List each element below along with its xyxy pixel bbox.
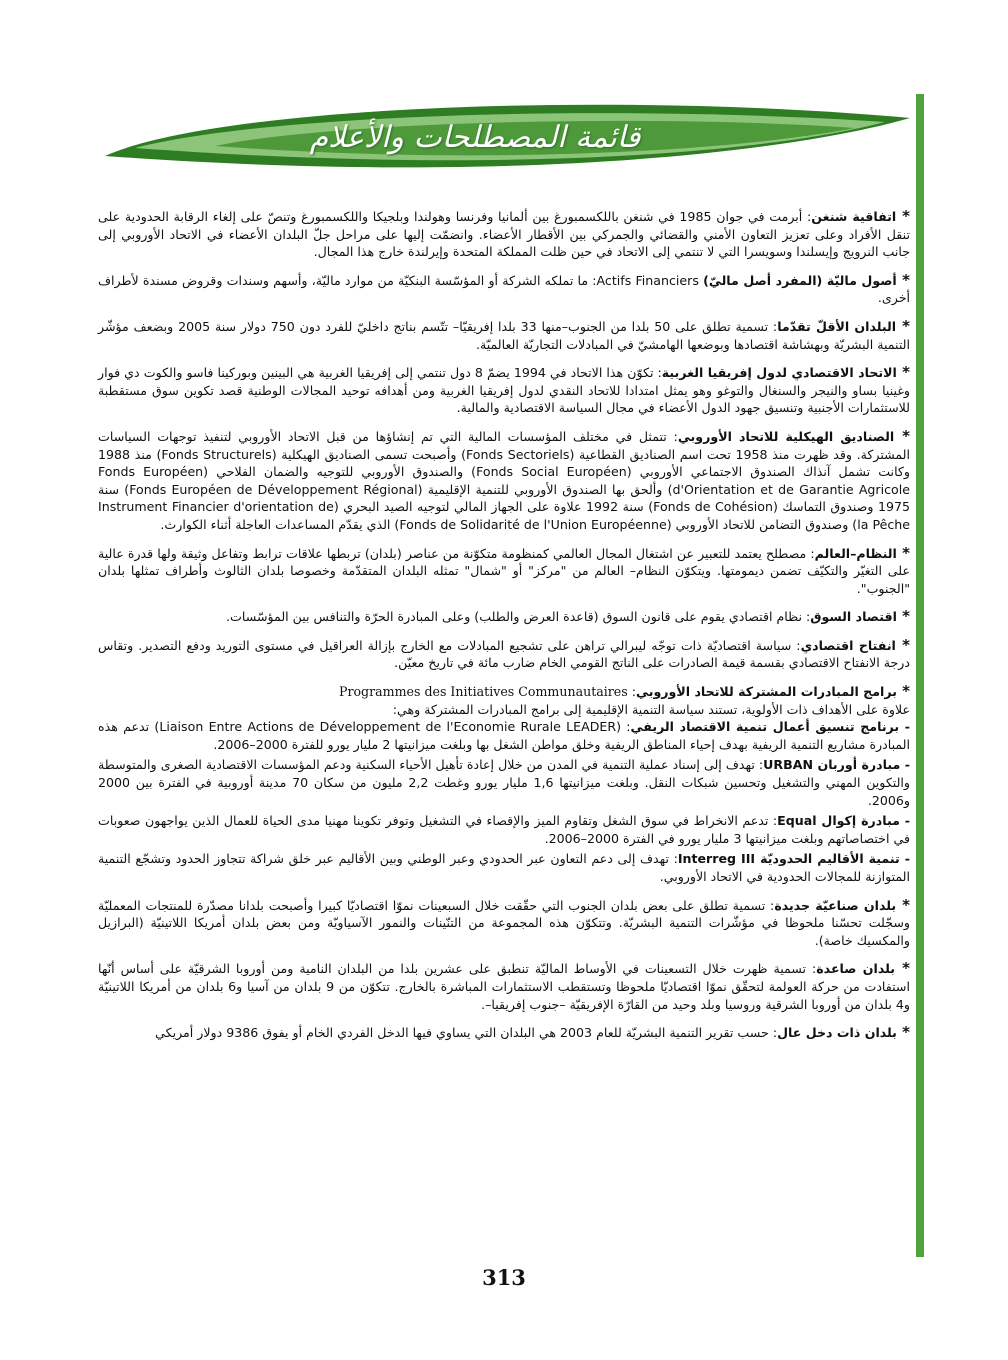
glossary-entry: * اقتصاد السوق: نظام اقتصادي يقوم على قانون السوق (قاعدة العرض والطلب) وعلى المبادرة الحرّة والتنافس بين المؤسّسات.: [226, 607, 910, 626]
glossary-entry: * بلدان ذات دخل عال: حسب تقرير التنمية البشريّة للعام 2003 هي البلدان التي يساوي فيها الدخل الفردي الخام أو يفوق 9386 دولار أمريكي: [155, 1023, 910, 1042]
program-item: - مبادرة إكوال Equal: تدعم الانخراط في سوق الشغل وتقاوم الميز والإقصاء في التشغيل وتوفر تكوينا مهنيا مدى الحياة للعمال الذين يواجهون صعوبات في اختصاصاتهم وبلغت ميزانيتها 3 مليار يورو في الفترة 2000–2006.: [98, 813, 910, 846]
glossary-entry: * أصول ماليّة (المفرد أصل ماليّ) Actifs Financiers: ما تملكه الشركة أو المؤسّسة البنكيّة من موارد ماليّة، وأسهم وسندات وقروض مسندة لأطراف أخرى.: [98, 270, 910, 306]
program-item: - مبادرة أوربان URBAN: تهدف إلى إسناد عملية التنمية في المدن من خلال إعادة تأهيل الأحياء السكنية ودعم المؤسسات الاقتصادية الصغرى والمتوسطة والتكوين المهني والتشغيل وتحسين شبكات النقل. وبلغت ميزانيتها 1,6 مليار يورو وغطت 2,2 مليون من سكان 70 مدينة أوروبية في الفترة بين 2000 و2006.: [98, 757, 911, 808]
page-title: قائمة المصطلحات والأعلام: [309, 120, 641, 155]
program-item: - تنمية الأقاليم الحدوديّة Interreg III: تهدف إلى دعم التعاون عبر الحدودي وعبر الوطني وبين الأقاليم عبر خلق شراكة تتجاوز الحدود وتشجّع التنمية المتوازنة للمجالات الحدودية في الاتحاد الأوروبي.: [98, 851, 910, 884]
glossary-entry: * النظام–العالم: مصطلح يعتمد للتعبير عن اشتغال المجال العالمي كمنظومة متكوّنة من عناصر (بلدان) تربطها علاقات ترابط وتفاعل وثيقة ولها قدرة عالية على التغيّر والتكيّف تضمن ديمومتها. ويتكوّن النظام– العالم من "مركز" أو "شمال" تمثله البلدان المتقدّمة وخصوصا بلدان الثالوث وأطراف تمثلها بلدان "الجنوب".: [98, 543, 910, 596]
glossary-entry: * بلدان صناعيّة جديدة: تسمية تطلق على بعض بلدان الجنوب التي حقّقت خلال السبعينات نموّا اقتصاديّا كبيرا وأصبحت بلدانا مصدّرة للمنتجات المعمليّة وسجّلت تحسّنا ملحوظا في مؤشّرات التنمية البشريّة. وتتكوّن هذه المجموعة من التنّينات والنمور الآسياويّة ومن بعض بلدان أمريكا اللاتينيّة (البرازيل والمكسيك خاصة).: [98, 895, 910, 948]
programs-intro: علاوة على الأهداف ذات الأولوية، تستند سياسة التنمية الإقليمية إلى برامج المبادرات المشتركة وهي:: [392, 701, 910, 717]
program-item: - برنامج تنسيق أعمال تنمية الاقتصاد الريفي: (Liaison Entre Actions de Développement de l'Economie Rurale LEADER) تدعم هذه المبادرة مشاريع التنمية الريفية بهدف إحياء المناطق الريفية وخلق مواطن الشغل بها وبلغت ميزانيتها 2 مليار يورو للفترة 2000–2006.: [98, 719, 910, 752]
programs-entry: * برامج المبادرات المشتركة للاتحاد الأوروبي: Programmes des Initiatives Communautaires علاوة على الأهداف ذات الأولوية، تستند سياسة التنمية الإقليمية إلى برامج المبادرات المشتركة وهي: - برنامج تنسيق أعمال تنمية الاقتصاد الريفي: (Liaison Entre Actions de Développement de l'Economie Rurale LEADER) تدعم هذه المبادرة مشاريع التنمية الريفية بهدف إحياء المناطق الريفية وخلق مواطن الشغل بها وبلغت ميزانيتها 2 مليار يورو للفترة 2000–2006. - مبادرة أوربان URBAN: تهدف إلى إسناد عملية التنمية في المدن من خلال إعادة تأهيل الأحياء السكنية ودعم المؤسسات الاقتصادية الصغرى والمتوسطة والتكوين المهني والتشغيل وتحسين شبكات النقل. وبلغت ميزانيتها 1,6 مليار يورو وغطت 2,2 مليون من سكان 70 مدينة أوروبية في الفترة بين 2000 و2006. - مبادرة إكوال Equal: تدعم الانخراط في سوق الشغل وتقاوم الميز والإقصاء في التشغيل وتوفر تكوينا مهنيا مدى الحياة للعمال الذين يواجهون صعوبات في اختصاصاتهم وبلغت ميزانيتها 3 مليار يورو في الفترة 2000–2006. - تنمية الأقاليم الحدوديّة Interreg III: تهدف إلى دعم التعاون عبر الحدودي وعبر الوطني وبين الأقاليم عبر خلق شراكة تتجاوز الحدود وتشجّع التنمية المتوازنة للمجالات الحدودية في الاتحاد الأوروبي.: [98, 682, 911, 884]
glossary-entry: * البلدان الأقلّ تقدّما: تسمية تطلق على 50 بلدا من الجنوب–منها 33 بلدا إفريقيّا– تتّسم بناتج داخليّ للفرد دون 750 دولار سنة 2005 وبضعف مؤشّر التنمية البشريّة وبهشاشة اقتصادها وبوضعها الهامشيّ في المبادلات التجاريّة العالميّة.: [98, 316, 910, 352]
glossary-entry: * اتفاقية شنغن: أبرمت في جوان 1985 في شنغن باللكسمبورغ بين ألمانيا وفرنسا وهولندا وبلجيكا واللكسمبورغ وتنصّ على إلغاء الرقابة الحدودية على تنقل الأفراد وعلى تعزيز التعاون الأمني والقضائي والجمركي بين الأقطار الأعضاء. وانضمّت إليها على مراحل جلّ البلدان الأعضاء في الاتحاد الأوروبي إلى جانب النرويج وإيسلندا وسويسرا التي لا تنتمي إلى الاتحاد في حين ظلت المملكة المتحدة وإيرلندة خارج هذا المجال.: [98, 207, 910, 260]
glossary-entry: * الصناديق الهيكلية للاتحاد الأوروبي: تتمثل في مختلف المؤسسات المالية التي تم إنشاؤها من قبل الاتحاد الأوروبي لتنفيذ توجهات السياسات المشتركة. وقد ظهرت منذ 1958 تحت اسم الصناديق القطاعية (Fonds Sectoriels) وأصبحت تسمى الصناديق الهيكلية (Fonds Structurels) منذ 1988 وكانت تشمل آنذاك الصندوق الاجتماعي الأوروبي (Fonds Social Européen) والصندوق الأوروبي للتوجيه والضمان الفلاحي (Fonds Européen d'Orientation et de Garantie Agricole) وألحق بها الصندوق الأوروبي للتنمية الإقليمية (Fonds Européen de Développement Régional) سنة 1975 وصندوق التماسك (Fonds de Cohésion) سنة 1992 علاوة على الجهاز المالي لتوجيه الصيد البحري (Instrument Financier d'orientation de la Pêche) وصندوق التضامن للاتحاد الأوروبي (Fonds de Solidarité de l'Union Européenne) الذي يقدّم المساعدات العاجلة أثناء الكوارث.: [98, 426, 911, 532]
side-accent-rule: [916, 94, 924, 1257]
glossary-entry: * بلدان صاعدة: تسمية ظهرت خلال التسعينات في الأوساط الماليّة تنطبق على عشرين بلدا من البلدان النامية ومن أوروبا الشرقيّة على أساس أنّها استفادت من حركة العولمة لتحقّق نموّا اقتصاديّا ملحوظا وتستقطب الاستثمارات المباشرة بالخارج. تتكوّن من 9 بلدان من آسيا و6 بلدان من أمريكا اللاتينيّة و4 بلدان من أوروبا الشرقية وروسيا وبلد وحيد من القارّة الإفريقيّة –جنوب إفريقيا–.: [98, 959, 910, 1012]
glossary-entry: * الاتحاد الاقتصادي لدول إفريقيا الغربية: تكوّن هذا الاتحاد في 1994 يضمّ 8 دول تنتمي إلى إفريقيا الغربية هي البينين وبوركينا فاسو والكوت دي فوار وغينيا بساو والنيجر والسنغال والتوغو وهو يمثل امتدادا للاتحاد النقدي لدول إفريقيا الغربية ومن أهدافه توحيد المجالات الوطنية قصد تكوين سوق مستقطبة للاستثمارات الأجنبية وتنسيق جهود الدول الأعضاء في مجال السياسة الاقتصادية والمالية.: [98, 363, 910, 416]
glossary-content: [98, 208, 910, 1053]
page-number: 313: [482, 1265, 526, 1290]
glossary-entry: * انفتاح اقتصادي: سياسة اقتصاديّة ذات توجّه ليبرالي تراهن على تشجيع المبادلات مع الخارج بإزالة العراقيل في مستوى التوريد ودفع التصدير. وتقاس درجة الانفتاح الاقتصادي بقسمة قيمة الصادرات على الناتج القومي الخام ضارب مائة في تاريخ معيّن.: [98, 635, 910, 671]
